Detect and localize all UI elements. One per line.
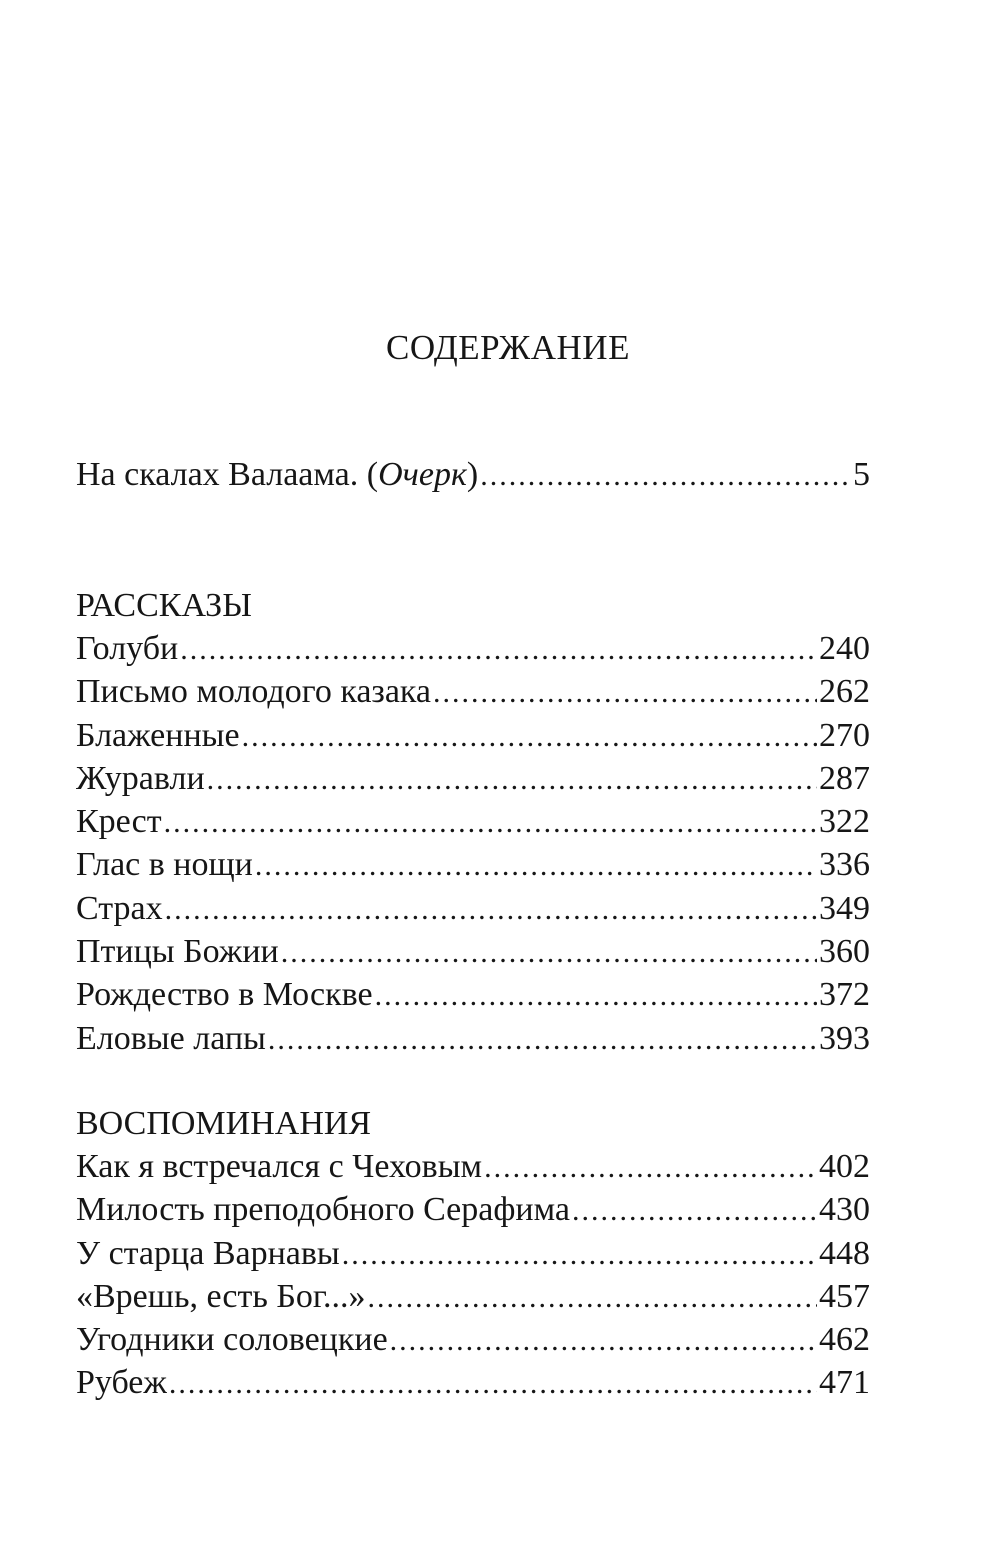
toc-entry[interactable] (76, 1318, 870, 1361)
toc-entry-title: Письмо молодого казака (76, 673, 432, 711)
toc-entry-page: 457 (819, 1277, 870, 1315)
toc-entry-title-main: На скалах Валаама. ( (76, 456, 379, 493)
toc-entry-title: Милость преподобного Серафима (76, 1191, 570, 1229)
section-heading: ВОСПОМИНАНИЯ (76, 1105, 372, 1142)
toc-entry-title (76, 453, 478, 496)
toc-entry-title: Блаженные (76, 716, 240, 754)
page-title: СОДЕРЖАНИЕ (386, 328, 630, 367)
toc-entry-page: 430 (819, 1191, 870, 1229)
toc-entry[interactable] (76, 843, 870, 886)
toc-entry-page: 462 (819, 1321, 870, 1359)
toc-entry-page: 372 (819, 976, 870, 1014)
dot-leader (572, 1189, 817, 1232)
dot-leader (169, 1362, 817, 1405)
toc-entry[interactable] (76, 1275, 870, 1318)
toc-entry-page: 322 (819, 803, 870, 841)
dot-leader (281, 931, 817, 974)
toc-entry[interactable] (76, 800, 870, 843)
toc-entry[interactable] (76, 757, 870, 800)
toc-entry-page: 5 (853, 456, 870, 493)
toc-entry-title: «Врешь, есть Бог...» (76, 1277, 366, 1315)
toc-entry-title: Журавли (76, 759, 205, 797)
toc-entry-title: Птицы Божии (76, 933, 279, 971)
section-heading: РАССКАЗЫ (76, 587, 252, 624)
toc-intro-block (76, 453, 870, 496)
toc-entry-page: 240 (819, 630, 870, 667)
dot-leader (242, 715, 817, 758)
toc-entry[interactable] (76, 1232, 870, 1275)
toc-entry[interactable] (76, 1017, 870, 1060)
dot-leader (342, 1233, 817, 1276)
toc-entry-title: Угодники соловецкие (76, 1321, 388, 1359)
toc-entry-title: Рубеж (76, 1364, 167, 1402)
toc-entry[interactable] (76, 714, 870, 757)
toc-entry-page: 393 (819, 1019, 870, 1057)
toc-entry[interactable] (76, 670, 870, 713)
toc-entry-title: Рождество в Москве (76, 976, 373, 1014)
toc-entry-page: 402 (819, 1148, 870, 1185)
dot-leader (207, 758, 817, 801)
toc-entry-intro[interactable] (76, 453, 870, 496)
toc-entry-title: Глас в нощи (76, 846, 253, 884)
toc-entry-title: Еловые лапы (76, 1019, 266, 1057)
toc-entry-page: 270 (819, 716, 870, 754)
toc-entry-title: Голуби (76, 630, 179, 667)
toc-entry-page: 471 (819, 1364, 870, 1402)
toc-entry-list (76, 1145, 870, 1405)
dot-leader (255, 844, 817, 887)
dot-leader (165, 888, 817, 931)
toc-entry[interactable] (76, 973, 870, 1016)
toc-entry-title: У старца Варнавы (76, 1234, 340, 1272)
toc-entry[interactable] (76, 887, 870, 930)
toc-entry[interactable] (76, 627, 870, 670)
toc-entry-page: 287 (819, 759, 870, 797)
dot-leader (164, 801, 817, 844)
toc-entry[interactable] (76, 1145, 870, 1188)
toc-entry-page: 262 (819, 673, 870, 711)
toc-entry-title: Как я встречался с Чеховым (76, 1148, 483, 1185)
dot-leader (375, 974, 817, 1017)
dot-leader (484, 1146, 817, 1189)
dot-leader (180, 628, 817, 671)
dot-leader (268, 1018, 817, 1061)
toc-entry-page: 336 (819, 846, 870, 884)
toc-section-stories (76, 584, 870, 1060)
toc-entry-title: Крест (76, 803, 162, 841)
toc-entry[interactable] (76, 930, 870, 973)
toc-section-memoirs (76, 1102, 870, 1405)
toc-entry-page: 448 (819, 1234, 870, 1272)
dot-leader (433, 671, 817, 714)
toc-entry-page: 360 (819, 933, 870, 971)
toc-entry-title-close: ) (466, 456, 479, 493)
toc-entry[interactable] (76, 1361, 870, 1404)
toc-entry-list (76, 627, 870, 1060)
dot-leader (480, 454, 851, 497)
dot-leader (390, 1319, 817, 1362)
toc-entry-page: 349 (819, 889, 870, 927)
toc-entry-title-italic: Очерк (378, 456, 467, 493)
toc-entry-title: Страх (76, 889, 163, 927)
dot-leader (367, 1276, 817, 1319)
toc-entry[interactable] (76, 1188, 870, 1231)
